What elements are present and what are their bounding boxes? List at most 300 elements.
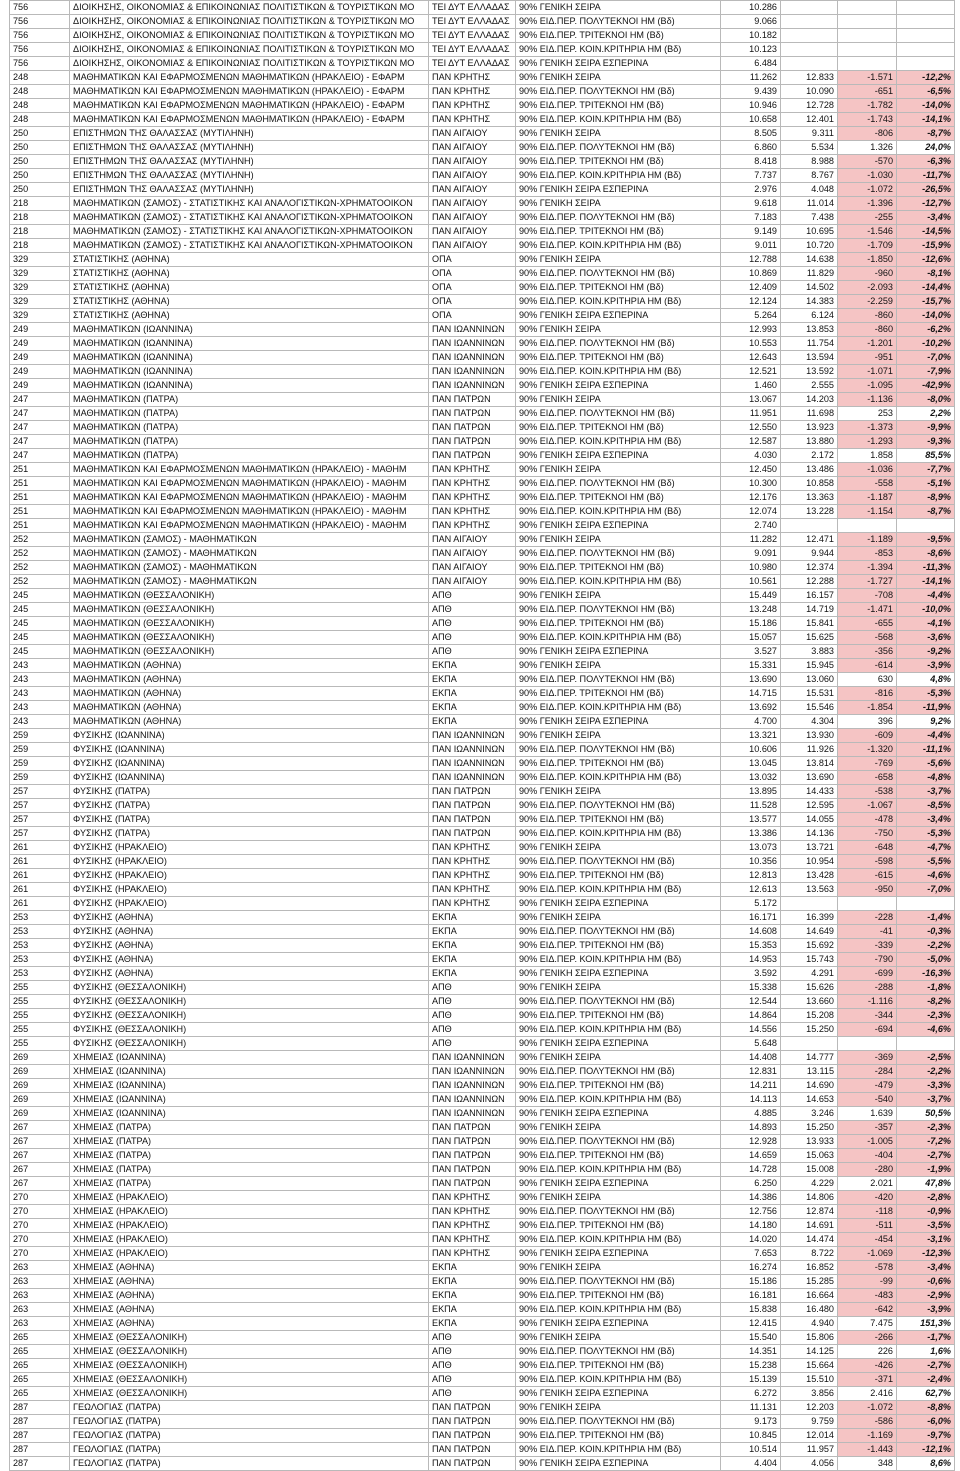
score-diff-cell: 396 — [838, 715, 897, 729]
category-cell: 90% ΓΕΝΙΚΗ ΣΕΙΡΑ — [516, 533, 721, 547]
score-previous-cell: 15.664 — [781, 1359, 838, 1373]
score-diff-cell: -1.571 — [838, 71, 897, 85]
score-diff-cell: -1.727 — [838, 575, 897, 589]
institution-cell: ΑΠΘ — [429, 631, 516, 645]
institution-cell: ΠΑΝ ΠΑΤΡΩΝ — [429, 1135, 516, 1149]
score-current-cell: 13.073 — [721, 841, 781, 855]
score-diff-cell: 2.416 — [838, 1387, 897, 1401]
institution-cell: ΠΑΝ ΚΡΗΤΗΣ — [429, 71, 516, 85]
table-row — [10, 659, 955, 673]
score-pct-cell: -2,2% — [897, 939, 955, 953]
dept-name-cell: ΜΑΘΗΜΑΤΙΚΩΝ ΚΑΙ ΕΦΑΡΜΟΣΜΕΝΩΝ ΜΑΘΗΜΑΤΙΚΩΝ (ΗΡΑΚΛΕΙΟ) - ΜΑΘΗΜ — [70, 505, 429, 519]
category-cell: 90% ΓΕΝΙΚΗ ΣΕΙΡΑ — [516, 127, 721, 141]
institution-cell: ΠΑΝ ΚΡΗΤΗΣ — [429, 1219, 516, 1233]
score-previous-cell: 12.014 — [781, 1429, 838, 1443]
score-current-cell: 11.528 — [721, 799, 781, 813]
category-cell: 90% ΕΙΔ.ΠΕΡ. ΚΟΙΝ.ΚΡΙΤΗΡΙΑ ΗΜ (Βδ) — [516, 883, 721, 897]
score-previous-cell: 14.649 — [781, 925, 838, 939]
score-diff-cell: -658 — [838, 771, 897, 785]
score-previous-cell: 4.048 — [781, 183, 838, 197]
score-previous-cell — [781, 1, 838, 15]
score-previous-cell: 15.546 — [781, 701, 838, 715]
score-previous-cell: 14.638 — [781, 253, 838, 267]
table-row — [10, 547, 955, 561]
dept-name-cell: ΜΑΘΗΜΑΤΙΚΩΝ (ΣΑΜΟΣ) - ΣΤΑΤΙΣΤΙΚΗΣ ΚΑΙ ΑΝΑΛΟΓΙΣΤΙΚΩΝ-ΧΡΗΜΑΤΟΟΙΚΟΝ — [70, 239, 429, 253]
table-row — [10, 1079, 955, 1093]
institution-cell: ΠΑΝ ΚΡΗΤΗΣ — [429, 897, 516, 911]
dept-name-cell: ΜΑΘΗΜΑΤΙΚΩΝ (ΣΑΜΟΣ) - ΜΑΘΗΜΑΤΙΚΩΝ — [70, 575, 429, 589]
dept-code-cell: 287 — [10, 1457, 70, 1471]
table-row — [10, 211, 955, 225]
score-diff-cell: -1.067 — [838, 799, 897, 813]
institution-cell: ΕΚΠΑ — [429, 701, 516, 715]
score-previous-cell: 15.692 — [781, 939, 838, 953]
score-current-cell: 9.011 — [721, 239, 781, 253]
table-row — [10, 1191, 955, 1205]
score-pct-cell — [897, 897, 955, 911]
score-current-cell: 9.066 — [721, 15, 781, 29]
score-diff-cell: -344 — [838, 1009, 897, 1023]
dept-name-cell: ΕΠΙΣΤΗΜΩΝ ΤΗΣ ΘΑΛΑΣΣΑΣ (ΜΥΤΙΛΗΝΗ) — [70, 169, 429, 183]
dept-name-cell: ΣΤΑΤΙΣΤΙΚΗΣ (ΑΘΗΝΑ) — [70, 295, 429, 309]
score-diff-cell: -1.850 — [838, 253, 897, 267]
score-pct-cell: -11,3% — [897, 561, 955, 575]
institution-cell: ΠΑΝ ΙΩΑΝΝΙΝΩΝ — [429, 323, 516, 337]
score-previous-cell: 11.829 — [781, 267, 838, 281]
dept-code-cell: 218 — [10, 211, 70, 225]
table-row — [10, 1135, 955, 1149]
dept-code-cell: 252 — [10, 547, 70, 561]
institution-cell: ΤΕΙ ΔΥΤ ΕΛΛΑΔΑΣ — [429, 43, 516, 57]
score-diff-cell: -1.169 — [838, 1429, 897, 1443]
score-pct-cell: 50,5% — [897, 1107, 955, 1121]
score-diff-cell: 1.326 — [838, 141, 897, 155]
score-previous-cell: 12.288 — [781, 575, 838, 589]
category-cell: 90% ΓΕΝΙΚΗ ΣΕΙΡΑ — [516, 841, 721, 855]
table-row — [10, 1303, 955, 1317]
score-previous-cell: 13.721 — [781, 841, 838, 855]
score-pct-cell: -9,7% — [897, 1429, 955, 1443]
dept-code-cell: 259 — [10, 757, 70, 771]
dept-name-cell: ΜΑΘΗΜΑΤΙΚΩΝ (ΘΕΣΣΑΛΟΝΙΚΗ) — [70, 589, 429, 603]
institution-cell: ΠΑΝ ΙΩΑΝΝΙΝΩΝ — [429, 365, 516, 379]
dept-code-cell: 261 — [10, 883, 70, 897]
category-cell: 90% ΕΙΔ.ΠΕΡ. ΠΟΛΥΤΕΚΝΟΙ ΗΜ (Βδ) — [516, 1415, 721, 1429]
dept-code-cell: 247 — [10, 421, 70, 435]
score-pct-cell: -8,7% — [897, 127, 955, 141]
category-cell: 90% ΓΕΝΙΚΗ ΣΕΙΡΑ ΕΣΠΕΡΙΝΑ — [516, 1387, 721, 1401]
institution-cell: ΠΑΝ ΑΙΓΑΙΟΥ — [429, 183, 516, 197]
dept-code-cell: 249 — [10, 323, 70, 337]
category-cell: 90% ΓΕΝΙΚΗ ΣΕΙΡΑ ΕΣΠΕΡΙΝΑ — [516, 645, 721, 659]
score-previous-cell: 13.428 — [781, 869, 838, 883]
score-pct-cell: -7,2% — [897, 1135, 955, 1149]
score-current-cell: 11.131 — [721, 1401, 781, 1415]
category-cell: 90% ΕΙΔ.ΠΕΡ. ΤΡΙΤΕΚΝΟΙ ΗΜ (Βδ) — [516, 939, 721, 953]
score-current-cell: 7.653 — [721, 1247, 781, 1261]
dept-name-cell: ΧΗΜΕΙΑΣ (ΘΕΣΣΑΛΟΝΙΚΗ) — [70, 1331, 429, 1345]
score-pct-cell: -4,6% — [897, 869, 955, 883]
score-diff-cell: -1.095 — [838, 379, 897, 393]
dept-code-cell: 218 — [10, 197, 70, 211]
score-current-cell: 14.020 — [721, 1233, 781, 1247]
dept-code-cell: 252 — [10, 561, 70, 575]
score-current-cell: 10.553 — [721, 337, 781, 351]
table-row — [10, 575, 955, 589]
category-cell: 90% ΕΙΔ.ΠΕΡ. ΚΟΙΝ.ΚΡΙΤΗΡΙΑ ΗΜ (Βδ) — [516, 771, 721, 785]
category-cell: 90% ΕΙΔ.ΠΕΡ. ΤΡΙΤΕΚΝΟΙ ΗΜ (Βδ) — [516, 1219, 721, 1233]
institution-cell: ΕΚΠΑ — [429, 967, 516, 981]
score-current-cell: 15.331 — [721, 659, 781, 673]
score-current-cell: 15.838 — [721, 1303, 781, 1317]
institution-cell: ΠΑΝ ΠΑΤΡΩΝ — [429, 1429, 516, 1443]
category-cell: 90% ΕΙΔ.ΠΕΡ. ΠΟΛΥΤΕΚΝΟΙ ΗΜ (Βδ) — [516, 995, 721, 1009]
score-pct-cell: -2,7% — [897, 1359, 955, 1373]
score-diff-cell: -1.187 — [838, 491, 897, 505]
institution-cell: ΕΚΠΑ — [429, 715, 516, 729]
category-cell: 90% ΕΙΔ.ΠΕΡ. ΠΟΛΥΤΕΚΝΟΙ ΗΜ (Βδ) — [516, 799, 721, 813]
institution-cell: ΠΑΝ ΙΩΑΝΝΙΝΩΝ — [429, 1093, 516, 1107]
dept-code-cell: 255 — [10, 1023, 70, 1037]
category-cell: 90% ΓΕΝΙΚΗ ΣΕΙΡΑ ΕΣΠΕΡΙΝΑ — [516, 1107, 721, 1121]
table-row — [10, 1359, 955, 1373]
score-pct-cell: -0,6% — [897, 1275, 955, 1289]
table-row — [10, 1051, 955, 1065]
dept-name-cell: ΦΥΣΙΚΗΣ (ΗΡΑΚΛΕΙΟ) — [70, 841, 429, 855]
score-pct-cell: -3,5% — [897, 1219, 955, 1233]
table-row — [10, 939, 955, 953]
score-previous-cell: 4.291 — [781, 967, 838, 981]
dept-code-cell: 269 — [10, 1107, 70, 1121]
dept-name-cell: ΦΥΣΙΚΗΣ (ΗΡΑΚΛΕΙΟ) — [70, 869, 429, 883]
score-previous-cell: 14.690 — [781, 1079, 838, 1093]
dept-name-cell: ΔΙΟΙΚΗΣΗΣ, ΟΙΚΟΝΟΜΙΑΣ & ΕΠΙΚΟΙΝΩΝΙΑΣ ΠΟΛΙΤΙΣΤΙΚΩΝ & ΤΟΥΡΙΣΤΙΚΩΝ ΜΟ — [70, 43, 429, 57]
institution-cell: ΟΠΑ — [429, 309, 516, 323]
category-cell: 90% ΕΙΔ.ΠΕΡ. ΚΟΙΝ.ΚΡΙΤΗΡΙΑ ΗΜ (Βδ) — [516, 1303, 721, 1317]
score-pct-cell: -42,9% — [897, 379, 955, 393]
score-current-cell: 2.976 — [721, 183, 781, 197]
category-cell: 90% ΕΙΔ.ΠΕΡ. ΤΡΙΤΕΚΝΟΙ ΗΜ (Βδ) — [516, 617, 721, 631]
score-previous-cell: 4.229 — [781, 1177, 838, 1191]
category-cell: 90% ΕΙΔ.ΠΕΡ. ΚΟΙΝ.ΚΡΙΤΗΡΙΑ ΗΜ (Βδ) — [516, 113, 721, 127]
score-current-cell: 6.484 — [721, 57, 781, 71]
dept-name-cell: ΦΥΣΙΚΗΣ (ΙΩΑΝΝΙΝΑ) — [70, 743, 429, 757]
dept-code-cell: 249 — [10, 379, 70, 393]
dept-code-cell: 287 — [10, 1429, 70, 1443]
category-cell: 90% ΓΕΝΙΚΗ ΣΕΙΡΑ — [516, 71, 721, 85]
dept-code-cell: 257 — [10, 827, 70, 841]
score-previous-cell: 12.595 — [781, 799, 838, 813]
institution-cell: ΠΑΝ ΙΩΑΝΝΙΝΩΝ — [429, 1051, 516, 1065]
dept-code-cell: 243 — [10, 673, 70, 687]
institution-cell: ΠΑΝ ΚΡΗΤΗΣ — [429, 505, 516, 519]
score-current-cell: 11.951 — [721, 407, 781, 421]
dept-code-cell: 267 — [10, 1163, 70, 1177]
category-cell: 90% ΓΕΝΙΚΗ ΣΕΙΡΑ — [516, 1051, 721, 1065]
score-pct-cell: -4,8% — [897, 771, 955, 785]
score-diff-cell: 630 — [838, 673, 897, 687]
table-row — [10, 1373, 955, 1387]
score-diff-cell: -860 — [838, 309, 897, 323]
score-pct-cell: -4,4% — [897, 589, 955, 603]
score-pct-cell: -3,3% — [897, 1079, 955, 1093]
institution-cell: ΠΑΝ ΙΩΑΝΝΙΝΩΝ — [429, 1065, 516, 1079]
score-current-cell: 13.386 — [721, 827, 781, 841]
score-current-cell: 15.238 — [721, 1359, 781, 1373]
score-diff-cell: -570 — [838, 155, 897, 169]
dept-code-cell: 253 — [10, 925, 70, 939]
category-cell: 90% ΕΙΔ.ΠΕΡ. ΤΡΙΤΕΚΝΟΙ ΗΜ (Βδ) — [516, 869, 721, 883]
score-diff-cell: -750 — [838, 827, 897, 841]
score-previous-cell — [781, 43, 838, 57]
category-cell: 90% ΕΙΔ.ΠΕΡ. ΚΟΙΝ.ΚΡΙΤΗΡΙΑ ΗΜ (Βδ) — [516, 827, 721, 841]
table-row — [10, 785, 955, 799]
table-row — [10, 953, 955, 967]
table-row — [10, 1429, 955, 1443]
dept-code-cell: 329 — [10, 267, 70, 281]
score-current-cell: 14.386 — [721, 1191, 781, 1205]
score-diff-cell — [838, 1037, 897, 1051]
score-previous-cell: 14.474 — [781, 1233, 838, 1247]
score-current-cell: 9.439 — [721, 85, 781, 99]
score-pct-cell: 151,3% — [897, 1317, 955, 1331]
score-current-cell: 1.460 — [721, 379, 781, 393]
institution-cell: ΠΑΝ ΙΩΑΝΝΙΝΩΝ — [429, 743, 516, 757]
category-cell: 90% ΕΙΔ.ΠΕΡ. ΤΡΙΤΕΚΝΟΙ ΗΜ (Βδ) — [516, 351, 721, 365]
dept-name-cell: ΧΗΜΕΙΑΣ (ΠΑΤΡΑ) — [70, 1135, 429, 1149]
institution-cell: ΤΕΙ ΔΥΤ ΕΛΛΑΔΑΣ — [429, 57, 516, 71]
table-row — [10, 897, 955, 911]
score-current-cell: 12.788 — [721, 253, 781, 267]
dept-code-cell: 257 — [10, 813, 70, 827]
institution-cell: ΑΠΘ — [429, 981, 516, 995]
dept-name-cell: ΦΥΣΙΚΗΣ (ΑΘΗΝΑ) — [70, 925, 429, 939]
dept-code-cell: 756 — [10, 1, 70, 15]
score-previous-cell: 16.399 — [781, 911, 838, 925]
table-row — [10, 1261, 955, 1275]
score-current-cell: 15.449 — [721, 589, 781, 603]
score-current-cell: 3.592 — [721, 967, 781, 981]
score-diff-cell: -1.189 — [838, 533, 897, 547]
category-cell: 90% ΓΕΝΙΚΗ ΣΕΙΡΑ ΕΣΠΕΡΙΝΑ — [516, 897, 721, 911]
dept-code-cell: 287 — [10, 1401, 70, 1415]
score-current-cell: 13.032 — [721, 771, 781, 785]
score-pct-cell: -15,7% — [897, 295, 955, 309]
table-row — [10, 687, 955, 701]
score-previous-cell: 11.014 — [781, 197, 838, 211]
score-pct-cell — [897, 519, 955, 533]
dept-name-cell: ΦΥΣΙΚΗΣ (ΙΩΑΝΝΙΝΑ) — [70, 729, 429, 743]
table-row — [10, 1065, 955, 1079]
table-row — [10, 813, 955, 827]
score-current-cell: 14.659 — [721, 1149, 781, 1163]
score-previous-cell: 10.090 — [781, 85, 838, 99]
category-cell: 90% ΕΙΔ.ΠΕΡ. ΠΟΛΥΤΕΚΝΟΙ ΗΜ (Βδ) — [516, 211, 721, 225]
score-pct-cell: -14,1% — [897, 575, 955, 589]
score-diff-cell: -1.005 — [838, 1135, 897, 1149]
dept-code-cell: 263 — [10, 1303, 70, 1317]
score-pct-cell: -6,5% — [897, 85, 955, 99]
score-pct-cell: -1,8% — [897, 981, 955, 995]
score-previous-cell: 10.695 — [781, 225, 838, 239]
dept-code-cell: 251 — [10, 491, 70, 505]
score-pct-cell: -8,0% — [897, 393, 955, 407]
score-previous-cell: 14.719 — [781, 603, 838, 617]
score-previous-cell: 3.246 — [781, 1107, 838, 1121]
score-pct-cell: -10,2% — [897, 337, 955, 351]
score-previous-cell: 16.664 — [781, 1289, 838, 1303]
score-current-cell: 14.180 — [721, 1219, 781, 1233]
score-pct-cell: -2,9% — [897, 1289, 955, 1303]
score-diff-cell: 7.475 — [838, 1317, 897, 1331]
score-diff-cell: -1.293 — [838, 435, 897, 449]
score-diff-cell: 2.021 — [838, 1177, 897, 1191]
score-previous-cell: 12.203 — [781, 1401, 838, 1415]
score-pct-cell: -12,6% — [897, 253, 955, 267]
score-current-cell: 16.181 — [721, 1289, 781, 1303]
score-current-cell: 10.561 — [721, 575, 781, 589]
category-cell: 90% ΕΙΔ.ΠΕΡ. ΤΡΙΤΕΚΝΟΙ ΗΜ (Βδ) — [516, 757, 721, 771]
table-row — [10, 281, 955, 295]
score-pct-cell: -11,1% — [897, 743, 955, 757]
table-row — [10, 1345, 955, 1359]
dept-name-cell: ΔΙΟΙΚΗΣΗΣ, ΟΙΚΟΝΟΜΙΑΣ & ΕΠΙΚΟΙΝΩΝΙΑΣ ΠΟΛΙΤΙΣΤΙΚΩΝ & ΤΟΥΡΙΣΤΙΚΩΝ ΜΟ — [70, 57, 429, 71]
score-pct-cell: -3,9% — [897, 659, 955, 673]
score-previous-cell: 12.728 — [781, 99, 838, 113]
dept-code-cell: 261 — [10, 897, 70, 911]
institution-cell: ΠΑΝ ΚΡΗΤΗΣ — [429, 477, 516, 491]
table-row — [10, 295, 955, 309]
score-current-cell: 16.171 — [721, 911, 781, 925]
dept-name-cell: ΦΥΣΙΚΗΣ (ΘΕΣΣΑΛΟΝΙΚΗ) — [70, 981, 429, 995]
institution-cell: ΕΚΠΑ — [429, 1289, 516, 1303]
category-cell: 90% ΕΙΔ.ΠΕΡ. ΠΟΛΥΤΕΚΝΟΙ ΗΜ (Βδ) — [516, 547, 721, 561]
score-pct-cell: -0,3% — [897, 925, 955, 939]
score-current-cell: 8.418 — [721, 155, 781, 169]
dept-name-cell: ΜΑΘΗΜΑΤΙΚΩΝ ΚΑΙ ΕΦΑΡΜΟΣΜΕΝΩΝ ΜΑΘΗΜΑΤΙΚΩΝ (ΗΡΑΚΛΕΙΟ) - ΜΑΘΗΜ — [70, 519, 429, 533]
score-diff-cell: -790 — [838, 953, 897, 967]
score-pct-cell: -9,3% — [897, 435, 955, 449]
score-previous-cell: 11.926 — [781, 743, 838, 757]
score-diff-cell: -609 — [838, 729, 897, 743]
score-pct-cell: -14,0% — [897, 309, 955, 323]
dept-code-cell: 329 — [10, 253, 70, 267]
score-current-cell: 10.286 — [721, 1, 781, 15]
score-pct-cell: -12,7% — [897, 197, 955, 211]
score-previous-cell: 14.502 — [781, 281, 838, 295]
institution-cell: ΠΑΝ ΚΡΗΤΗΣ — [429, 1191, 516, 1205]
table-row — [10, 827, 955, 841]
category-cell: 90% ΓΕΝΙΚΗ ΣΕΙΡΑ ΕΣΠΕΡΙΝΑ — [516, 309, 721, 323]
score-pct-cell: -5,6% — [897, 757, 955, 771]
institution-cell: ΠΑΝ ΑΙΓΑΙΟΥ — [429, 561, 516, 575]
dept-code-cell: 253 — [10, 939, 70, 953]
score-pct-cell: -7,0% — [897, 883, 955, 897]
dept-name-cell: ΦΥΣΙΚΗΣ (ΘΕΣΣΑΛΟΝΙΚΗ) — [70, 1023, 429, 1037]
institution-cell: ΠΑΝ ΑΙΓΑΙΟΥ — [429, 197, 516, 211]
score-previous-cell: 7.438 — [781, 211, 838, 225]
score-diff-cell — [838, 43, 897, 57]
score-diff-cell: -806 — [838, 127, 897, 141]
score-previous-cell: 15.945 — [781, 659, 838, 673]
table-row — [10, 841, 955, 855]
score-pct-cell — [897, 43, 955, 57]
institution-cell: ΑΠΘ — [429, 1387, 516, 1401]
dept-name-cell: ΕΠΙΣΤΗΜΩΝ ΤΗΣ ΘΑΛΑΣΣΑΣ (ΜΥΤΙΛΗΝΗ) — [70, 183, 429, 197]
category-cell: 90% ΓΕΝΙΚΗ ΣΕΙΡΑ — [516, 1331, 721, 1345]
score-diff-cell: -1.036 — [838, 463, 897, 477]
dept-name-cell: ΧΗΜΕΙΑΣ (ΙΩΑΝΝΙΝΑ) — [70, 1065, 429, 1079]
dept-name-cell: ΔΙΟΙΚΗΣΗΣ, ΟΙΚΟΝΟΜΙΑΣ & ΕΠΙΚΟΙΝΩΝΙΑΣ ΠΟΛΙΤΙΣΤΙΚΩΝ & ΤΟΥΡΙΣΤΙΚΩΝ ΜΟ — [70, 29, 429, 43]
dept-code-cell: 267 — [10, 1121, 70, 1135]
table-row — [10, 323, 955, 337]
category-cell: 90% ΕΙΔ.ΠΕΡ. ΠΟΛΥΤΕΚΝΟΙ ΗΜ (Βδ) — [516, 141, 721, 155]
score-previous-cell: 9.311 — [781, 127, 838, 141]
score-current-cell: 15.186 — [721, 1275, 781, 1289]
dept-name-cell: ΦΥΣΙΚΗΣ (ΑΘΗΝΑ) — [70, 911, 429, 925]
score-current-cell: 13.045 — [721, 757, 781, 771]
score-diff-cell: -615 — [838, 869, 897, 883]
dept-name-cell: ΜΑΘΗΜΑΤΙΚΩΝ (ΑΘΗΝΑ) — [70, 673, 429, 687]
dept-name-cell: ΜΑΘΗΜΑΤΙΚΩΝ ΚΑΙ ΕΦΑΡΜΟΣΜΕΝΩΝ ΜΑΘΗΜΑΤΙΚΩΝ (ΗΡΑΚΛΕΙΟ) - ΕΦΑΡΜ — [70, 99, 429, 113]
score-pct-cell: -0,9% — [897, 1205, 955, 1219]
dept-code-cell: 255 — [10, 981, 70, 995]
score-current-cell: 10.300 — [721, 477, 781, 491]
table-row — [10, 757, 955, 771]
score-current-cell: 14.953 — [721, 953, 781, 967]
table-row — [10, 393, 955, 407]
institution-cell: ΕΚΠΑ — [429, 1317, 516, 1331]
dept-name-cell: ΓΕΩΛΟΓΙΑΣ (ΠΑΤΡΑ) — [70, 1443, 429, 1457]
dept-code-cell: 259 — [10, 729, 70, 743]
score-diff-cell: -1.394 — [838, 561, 897, 575]
dept-name-cell: ΧΗΜΕΙΑΣ (ΠΑΤΡΑ) — [70, 1177, 429, 1191]
score-current-cell: 10.845 — [721, 1429, 781, 1443]
score-pct-cell: 9,2% — [897, 715, 955, 729]
institution-cell: ΠΑΝ ΠΑΤΡΩΝ — [429, 421, 516, 435]
score-current-cell: 9.173 — [721, 1415, 781, 1429]
table-row — [10, 1233, 955, 1247]
dept-name-cell: ΦΥΣΙΚΗΣ (ΑΘΗΝΑ) — [70, 939, 429, 953]
dept-name-cell: ΧΗΜΕΙΑΣ (ΠΑΤΡΑ) — [70, 1163, 429, 1177]
dept-name-cell: ΦΥΣΙΚΗΣ (ΘΕΣΣΑΛΟΝΙΚΗ) — [70, 1009, 429, 1023]
score-diff-cell — [838, 1, 897, 15]
dept-name-cell: ΧΗΜΕΙΑΣ (ΙΩΑΝΝΙΝΑ) — [70, 1051, 429, 1065]
score-diff-cell: -99 — [838, 1275, 897, 1289]
score-diff-cell — [838, 15, 897, 29]
score-pct-cell: -5,1% — [897, 477, 955, 491]
score-pct-cell: -2,3% — [897, 1121, 955, 1135]
dept-code-cell: 263 — [10, 1289, 70, 1303]
category-cell: 90% ΕΙΔ.ΠΕΡ. ΠΟΛΥΤΕΚΝΟΙ ΗΜ (Βδ) — [516, 407, 721, 421]
dept-name-cell: ΜΑΘΗΜΑΤΙΚΩΝ (ΑΘΗΝΑ) — [70, 715, 429, 729]
table-row — [10, 309, 955, 323]
score-previous-cell: 15.841 — [781, 617, 838, 631]
score-current-cell: 15.353 — [721, 939, 781, 953]
score-previous-cell: 13.594 — [781, 351, 838, 365]
category-cell: 90% ΕΙΔ.ΠΕΡ. ΚΟΙΝ.ΚΡΙΤΗΡΙΑ ΗΜ (Βδ) — [516, 953, 721, 967]
dept-code-cell: 269 — [10, 1079, 70, 1093]
score-pct-cell: -6,2% — [897, 323, 955, 337]
score-previous-cell: 10.954 — [781, 855, 838, 869]
table-row — [10, 771, 955, 785]
institution-cell: ΤΕΙ ΔΥΤ ΕΛΛΑΔΑΣ — [429, 29, 516, 43]
score-pct-cell: -14,5% — [897, 225, 955, 239]
institution-cell: ΕΚΠΑ — [429, 673, 516, 687]
score-pct-cell: 85,5% — [897, 449, 955, 463]
institution-cell: ΠΑΝ ΑΙΓΑΙΟΥ — [429, 211, 516, 225]
dept-code-cell: 248 — [10, 99, 70, 113]
